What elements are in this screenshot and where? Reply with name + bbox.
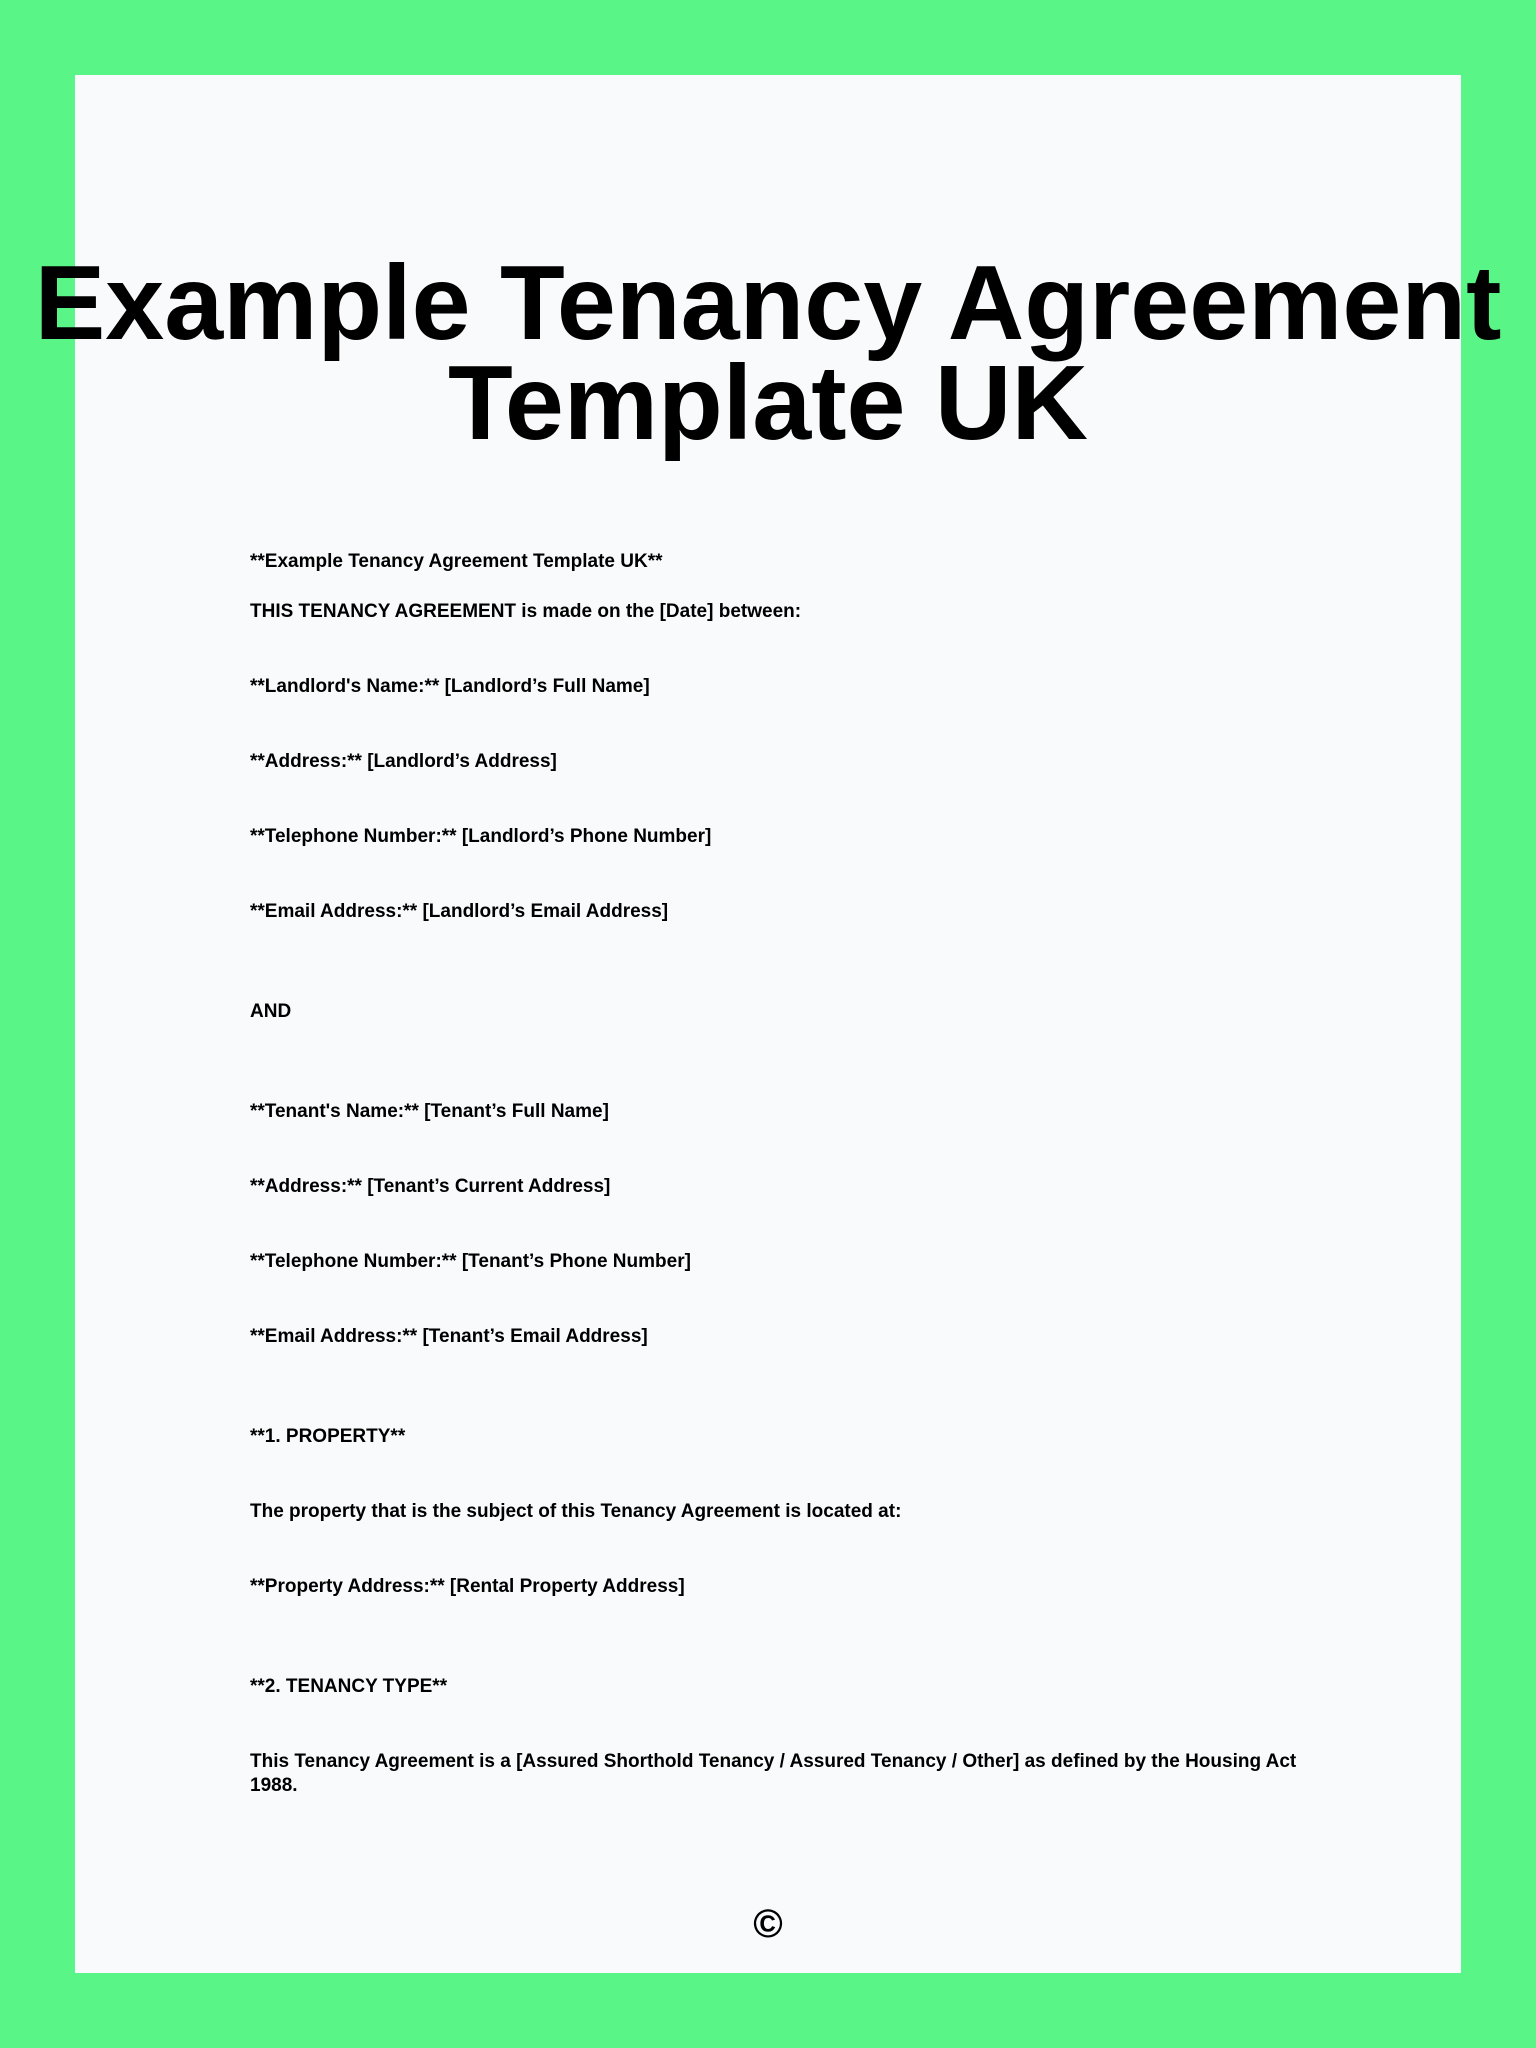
landlord-name: **Landlord's Name:** [Landlord’s Full Name] — [250, 676, 650, 697]
tenancy-type-text: This Tenancy Agreement is a [Assured Shorthold Tenancy / Assured Tenancy / Other] as defined by the Housing Act 1988. — [250, 1751, 1297, 1796]
section-tenancy-type-heading: **2. TENANCY TYPE** — [250, 1676, 448, 1697]
tenant-address: **Address:** [Tenant’s Current Address] — [250, 1176, 611, 1197]
property-intro: The property that is the subject of this Tenancy Agreement is located at: — [250, 1501, 902, 1522]
landlord-email: **Email Address:** [Landlord’s Email Address] — [250, 901, 669, 922]
property-address: **Property Address:** [Rental Property Address] — [250, 1576, 685, 1597]
agreement-intro: THIS TENANCY AGREEMENT is made on the [Date] between: — [250, 601, 802, 622]
document-page — [34, 75, 1502, 1973]
tenant-telephone: **Telephone Number:** [Tenant’s Phone Number] — [250, 1251, 691, 1272]
document-title: Example Tenancy Agreement Template UK — [34, 244, 1502, 462]
landlord-telephone: **Telephone Number:** [Landlord’s Phone Number] — [250, 826, 712, 847]
tenant-email: **Email Address:** [Tenant’s Email Address] — [250, 1326, 648, 1347]
landlord-address: **Address:** [Landlord’s Address] — [250, 751, 557, 772]
tenant-name: **Tenant's Name:** [Tenant’s Full Name] — [250, 1101, 609, 1122]
and-separator: AND — [250, 1001, 292, 1022]
copyright-icon: © — [753, 1902, 783, 1946]
section-property-heading: **1. PROPERTY** — [250, 1426, 406, 1447]
document-heading-line: **Example Tenancy Agreement Template UK** — [250, 551, 663, 572]
